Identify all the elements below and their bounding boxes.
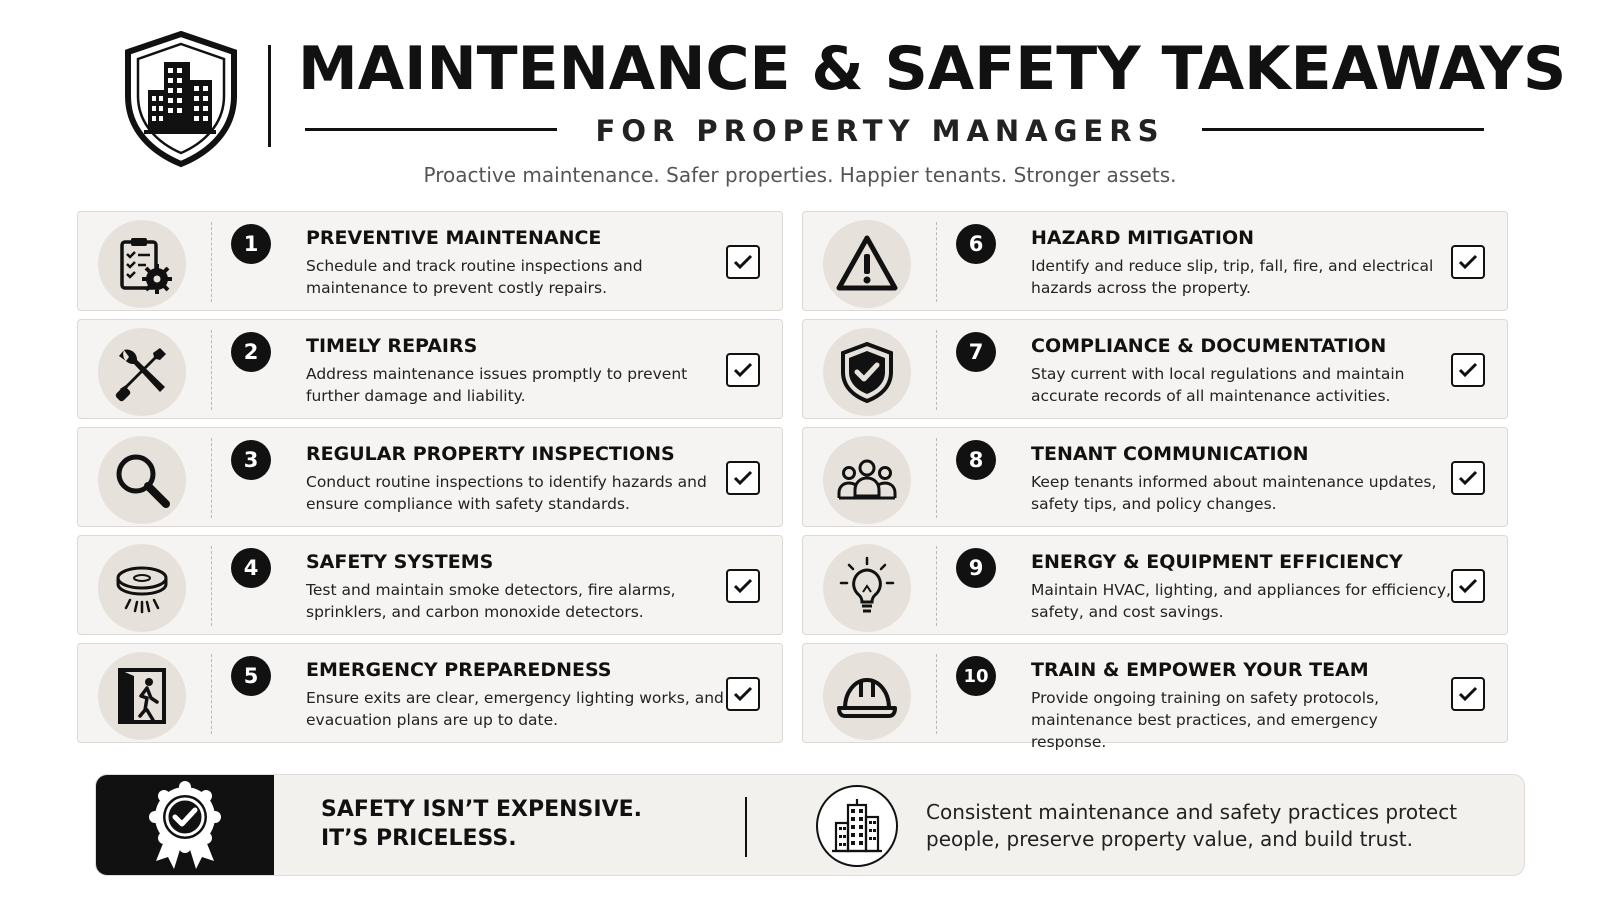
item-title: REGULAR PROPERTY INSPECTIONS <box>306 443 675 465</box>
emergency-exit-icon <box>110 664 174 728</box>
takeaway-card <box>802 535 1508 635</box>
item-number: 2 <box>231 332 271 372</box>
footer-closing-text: Consistent maintenance and safety practices protect people, preserve property value, and build trust. <box>926 800 1458 851</box>
item-description: Schedule and track routine inspections and maintenance to prevent costly repairs. <box>306 257 643 297</box>
takeaway-card <box>77 319 783 419</box>
item-number: 6 <box>956 224 996 264</box>
item-title: ENERGY & EQUIPMENT EFFICIENCY <box>1031 551 1403 573</box>
item-number: 4 <box>231 548 271 588</box>
checkbox[interactable] <box>726 353 760 387</box>
item-title: TENANT COMMUNICATION <box>1031 443 1309 465</box>
check-icon <box>731 466 755 490</box>
shield-check-icon <box>835 340 899 404</box>
checkbox[interactable] <box>1451 353 1485 387</box>
checkbox[interactable] <box>1451 569 1485 603</box>
item-description: Address maintenance issues promptly to prevent further damage and liability. <box>306 365 688 405</box>
check-icon <box>1456 358 1480 382</box>
check-icon <box>1456 574 1480 598</box>
check-icon <box>731 574 755 598</box>
check-icon <box>1456 466 1480 490</box>
footer-slogan <box>321 795 721 853</box>
check-icon <box>1456 682 1480 706</box>
check-icon <box>731 358 755 382</box>
footer-badge <box>96 775 274 876</box>
item-title: EMERGENCY PREPAREDNESS <box>306 659 612 681</box>
check-icon <box>1456 250 1480 274</box>
takeaway-card <box>802 643 1508 751</box>
item-description: Stay current with local regulations and maintain accurate records of all maintenance activities. <box>1031 365 1405 405</box>
checkbox[interactable] <box>1451 245 1485 279</box>
item-description: Ensure exits are clear, emergency lighting works, and evacuation plans are up to date. <box>306 689 724 729</box>
footer-banner <box>95 774 1525 876</box>
tagline: Proactive maintenance. Safer properties. Happier tenants. Stronger assets. <box>423 163 1177 187</box>
takeaway-card <box>77 211 783 311</box>
warning-triangle-icon <box>835 232 899 296</box>
takeaway-card <box>802 211 1508 311</box>
item-description: Test and maintain smoke detectors, fire alarms, sprinklers, and carbon monoxide detectors. <box>306 581 676 621</box>
magnifier-icon <box>110 448 174 512</box>
item-description: Maintain HVAC, lighting, and appliances for efficiency, safety, and cost savings. <box>1031 581 1451 621</box>
checkbox[interactable] <box>1451 461 1485 495</box>
lightbulb-icon <box>835 556 899 620</box>
checkbox[interactable] <box>726 461 760 495</box>
item-number: 5 <box>231 656 271 696</box>
hard-hat-icon <box>835 664 899 728</box>
checkbox[interactable] <box>726 677 760 711</box>
header <box>0 0 1600 200</box>
slogan-line-2: IT’S PRICELESS. <box>321 826 517 851</box>
item-description: Conduct routine inspections to identify hazards and ensure compliance with safety standards. <box>306 473 707 513</box>
building-icon <box>830 797 884 855</box>
checkbox[interactable] <box>1451 677 1485 711</box>
item-title: TIMELY REPAIRS <box>306 335 478 357</box>
takeaway-card <box>802 319 1508 419</box>
item-title: HAZARD MITIGATION <box>1031 227 1255 249</box>
clipboard-gear-icon <box>110 232 174 296</box>
shield-building-icon <box>122 30 240 168</box>
subtitle-rule-right <box>1202 128 1484 131</box>
wrench-screwdriver-icon <box>110 340 174 404</box>
takeaway-card <box>77 427 783 527</box>
people-group-icon <box>835 448 899 512</box>
takeaway-card <box>77 535 783 635</box>
item-title: PREVENTIVE MAINTENANCE <box>306 227 602 249</box>
item-title: TRAIN & EMPOWER YOUR TEAM <box>1031 659 1369 681</box>
item-description: Provide ongoing training on safety protocols, maintenance best practices, and emergency response. <box>1031 689 1380 751</box>
award-ribbon-check-icon <box>146 781 224 871</box>
item-title: COMPLIANCE & DOCUMENTATION <box>1031 335 1387 357</box>
item-description: Keep tenants informed about maintenance updates, safety tips, and policy changes. <box>1031 473 1437 513</box>
takeaway-card <box>802 427 1508 527</box>
smoke-detector-icon <box>110 556 174 620</box>
checkbox[interactable] <box>726 245 760 279</box>
item-number: 7 <box>956 332 996 372</box>
slogan-line-1: SAFETY ISN’T EXPENSIVE. <box>321 797 642 822</box>
check-icon <box>731 250 755 274</box>
header-divider <box>268 45 271 147</box>
item-description: Identify and reduce slip, trip, fall, fire, and electrical hazards across the property. <box>1031 257 1434 297</box>
check-icon <box>731 682 755 706</box>
subtitle-rule-left <box>305 128 557 131</box>
item-number: 3 <box>231 440 271 480</box>
takeaway-card <box>77 643 783 743</box>
item-number: 8 <box>956 440 996 480</box>
checkbox[interactable] <box>726 569 760 603</box>
item-number: 1 <box>231 224 271 264</box>
item-title: SAFETY SYSTEMS <box>306 551 494 573</box>
item-number: 10 <box>956 656 996 696</box>
footer-divider <box>745 797 747 857</box>
item-number: 9 <box>956 548 996 588</box>
page-subtitle: FOR PROPERTY MANAGERS <box>595 114 1165 148</box>
page-title: MAINTENANCE & SAFETY TAKEAWAYS <box>298 34 1567 104</box>
